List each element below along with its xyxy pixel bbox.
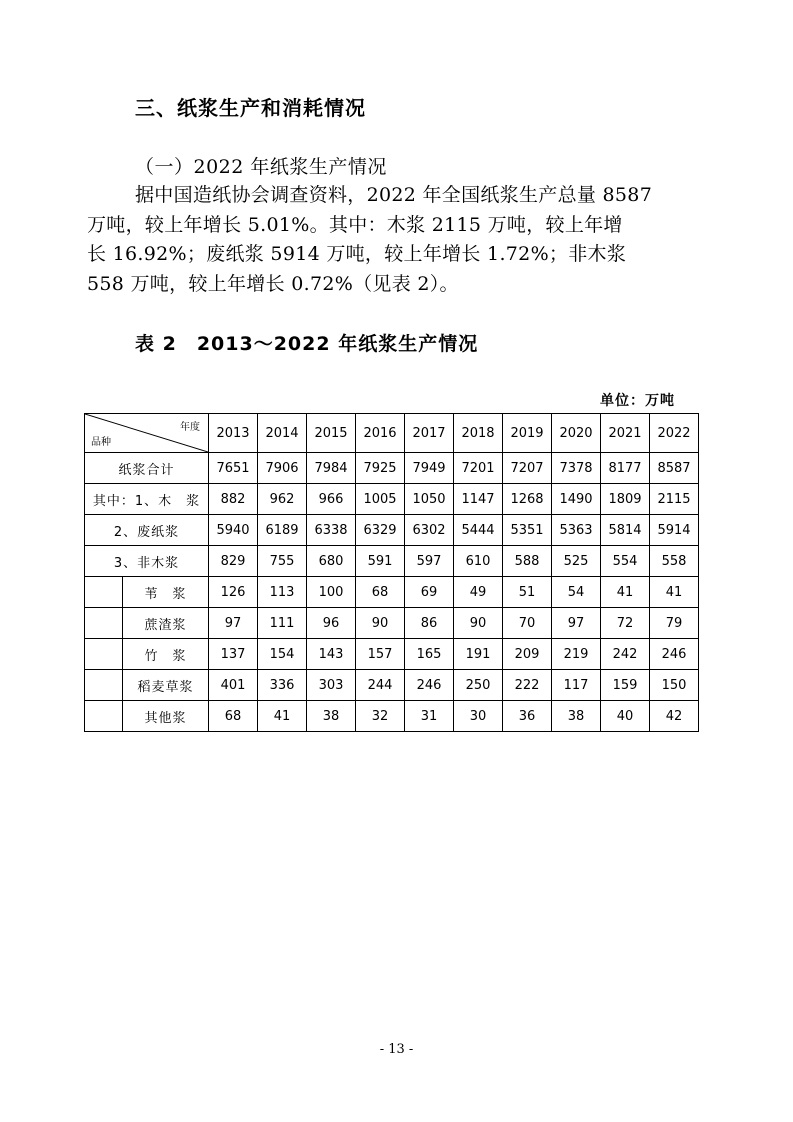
table-cell: 597: [405, 546, 454, 577]
table-cell: 90: [454, 608, 503, 639]
table-cell: 100: [307, 577, 356, 608]
body-paragraph: [87, 181, 697, 299]
table-row: [85, 577, 699, 608]
table-cell: 86: [405, 608, 454, 639]
table-cell: 2115: [650, 484, 699, 515]
table-cell: 126: [209, 577, 258, 608]
row-label: 苇 浆: [123, 577, 209, 608]
table-cell: 303: [307, 670, 356, 701]
table-row: [85, 484, 699, 515]
table-cell: 591: [356, 546, 405, 577]
table-cell: 5363: [552, 515, 601, 546]
year-header: 2021: [601, 414, 650, 453]
table-cell: 157: [356, 639, 405, 670]
table-row: [85, 453, 699, 484]
table-cell: 54: [552, 577, 601, 608]
table-cell: 5351: [503, 515, 552, 546]
table-cell: 69: [405, 577, 454, 608]
row-label: 蔗渣浆: [123, 608, 209, 639]
row-label: 稻麦草浆: [123, 670, 209, 701]
table-title: 表 2 2013～2022 年纸浆生产情况: [135, 333, 479, 355]
year-header: 2013: [209, 414, 258, 453]
table-cell: 242: [601, 639, 650, 670]
table-row: [85, 670, 699, 701]
year-header: 2019: [503, 414, 552, 453]
year-header: 2020: [552, 414, 601, 453]
kind-axis-label: 品种: [91, 437, 111, 448]
table-cell: 829: [209, 546, 258, 577]
page-number: - 13 -: [379, 1042, 414, 1057]
table-cell: 246: [650, 639, 699, 670]
table-cell: 1490: [552, 484, 601, 515]
table-cell: 49: [454, 577, 503, 608]
row-label: 竹 浆: [123, 639, 209, 670]
table-cell: 7201: [454, 453, 503, 484]
table-cell: 755: [258, 546, 307, 577]
table-header-row: [85, 414, 699, 453]
table-cell: 111: [258, 608, 307, 639]
paragraph-line: 558 万吨，较上年增长 0.72%（见表 2）。: [87, 272, 459, 295]
table-cell: 41: [601, 577, 650, 608]
table-cell: 250: [454, 670, 503, 701]
table-cell: 588: [503, 546, 552, 577]
row-label: 3、非木浆: [85, 546, 209, 577]
table-row: [85, 701, 699, 732]
table-cell: 32: [356, 701, 405, 732]
table-cell: 72: [601, 608, 650, 639]
year-header: 2017: [405, 414, 454, 453]
indent-spacer-cell: [85, 701, 123, 732]
table-cell: 222: [503, 670, 552, 701]
table-cell: 1147: [454, 484, 503, 515]
row-label: 其中：1、木 浆: [85, 484, 209, 515]
table-cell: 5814: [601, 515, 650, 546]
table-cell: 7984: [307, 453, 356, 484]
table-cell: 31: [405, 701, 454, 732]
paragraph-line: 据中国造纸协会调查资料，2022 年全国纸浆生产总量 8587: [135, 184, 653, 206]
table-cell: 882: [209, 484, 258, 515]
row-label: 2、废纸浆: [85, 515, 209, 546]
table-cell: 6338: [307, 515, 356, 546]
table-row: [85, 515, 699, 546]
table-cell: 143: [307, 639, 356, 670]
indent-spacer-cell: [85, 608, 123, 639]
table-cell: 36: [503, 701, 552, 732]
row-label: 纸浆合计: [85, 453, 209, 484]
table-cell: 5940: [209, 515, 258, 546]
table-cell: 42: [650, 701, 699, 732]
table-cell: 8177: [601, 453, 650, 484]
table-cell: 137: [209, 639, 258, 670]
table-cell: 191: [454, 639, 503, 670]
paragraph-line: 长 16.92%；废纸浆 5914 万吨，较上年增长 1.72%；非木浆: [87, 243, 627, 265]
table-cell: 113: [258, 577, 307, 608]
paragraph-line: 万吨，较上年增长 5.01%。其中：木浆 2115 万吨，较上年增: [87, 213, 623, 236]
table-cell: 51: [503, 577, 552, 608]
table-cell: 7949: [405, 453, 454, 484]
table-cell: 7378: [552, 453, 601, 484]
table-cell: 219: [552, 639, 601, 670]
table-row: [85, 546, 699, 577]
table-cell: 6189: [258, 515, 307, 546]
table-cell: 38: [307, 701, 356, 732]
header-diagonal-cell: [85, 414, 209, 453]
table-cell: 610: [454, 546, 503, 577]
table-cell: 79: [650, 608, 699, 639]
table-cell: 154: [258, 639, 307, 670]
table-cell: 150: [650, 670, 699, 701]
table-cell: 30: [454, 701, 503, 732]
table-row: [85, 639, 699, 670]
table-cell: 401: [209, 670, 258, 701]
year-header: 2014: [258, 414, 307, 453]
table-cell: 7925: [356, 453, 405, 484]
indent-spacer-cell: [85, 577, 123, 608]
table-cell: 962: [258, 484, 307, 515]
table-cell: 40: [601, 701, 650, 732]
table-cell: 1005: [356, 484, 405, 515]
indent-spacer-cell: [85, 670, 123, 701]
subsection-heading: （一）2022 年纸浆生产情况: [135, 156, 387, 178]
year-header: 2016: [356, 414, 405, 453]
indent-spacer-cell: [85, 639, 123, 670]
table-cell: 7651: [209, 453, 258, 484]
table-cell: 96: [307, 608, 356, 639]
table-cell: 41: [650, 577, 699, 608]
table-cell: 554: [601, 546, 650, 577]
table-cell: 1268: [503, 484, 552, 515]
table-cell: 966: [307, 484, 356, 515]
table-cell: 680: [307, 546, 356, 577]
table-cell: 244: [356, 670, 405, 701]
table-cell: 558: [650, 546, 699, 577]
table-cell: 7906: [258, 453, 307, 484]
table-cell: 70: [503, 608, 552, 639]
year-header: 2015: [307, 414, 356, 453]
row-label: 其他浆: [123, 701, 209, 732]
table-cell: 8587: [650, 453, 699, 484]
year-header: 2018: [454, 414, 503, 453]
table-cell: 246: [405, 670, 454, 701]
table-unit: 单位：万吨: [600, 393, 675, 409]
table-cell: 117: [552, 670, 601, 701]
table-cell: 68: [356, 577, 405, 608]
year-header: 2022: [650, 414, 699, 453]
table-cell: 525: [552, 546, 601, 577]
table-cell: 68: [209, 701, 258, 732]
table-cell: 41: [258, 701, 307, 732]
table-cell: 38: [552, 701, 601, 732]
table-cell: 5914: [650, 515, 699, 546]
table-cell: 165: [405, 639, 454, 670]
section-heading: 三、纸浆生产和消耗情况: [135, 96, 366, 120]
table-cell: 97: [552, 608, 601, 639]
table-cell: 336: [258, 670, 307, 701]
table-cell: 209: [503, 639, 552, 670]
table-cell: 90: [356, 608, 405, 639]
table-cell: 159: [601, 670, 650, 701]
table-cell: 5444: [454, 515, 503, 546]
table-cell: 6302: [405, 515, 454, 546]
table-cell: 7207: [503, 453, 552, 484]
table-cell: 6329: [356, 515, 405, 546]
pulp-production-table: [84, 413, 699, 732]
table-cell: 1809: [601, 484, 650, 515]
table-row: [85, 608, 699, 639]
table-cell: 97: [209, 608, 258, 639]
year-axis-label: 年度: [180, 422, 200, 433]
table-cell: 1050: [405, 484, 454, 515]
